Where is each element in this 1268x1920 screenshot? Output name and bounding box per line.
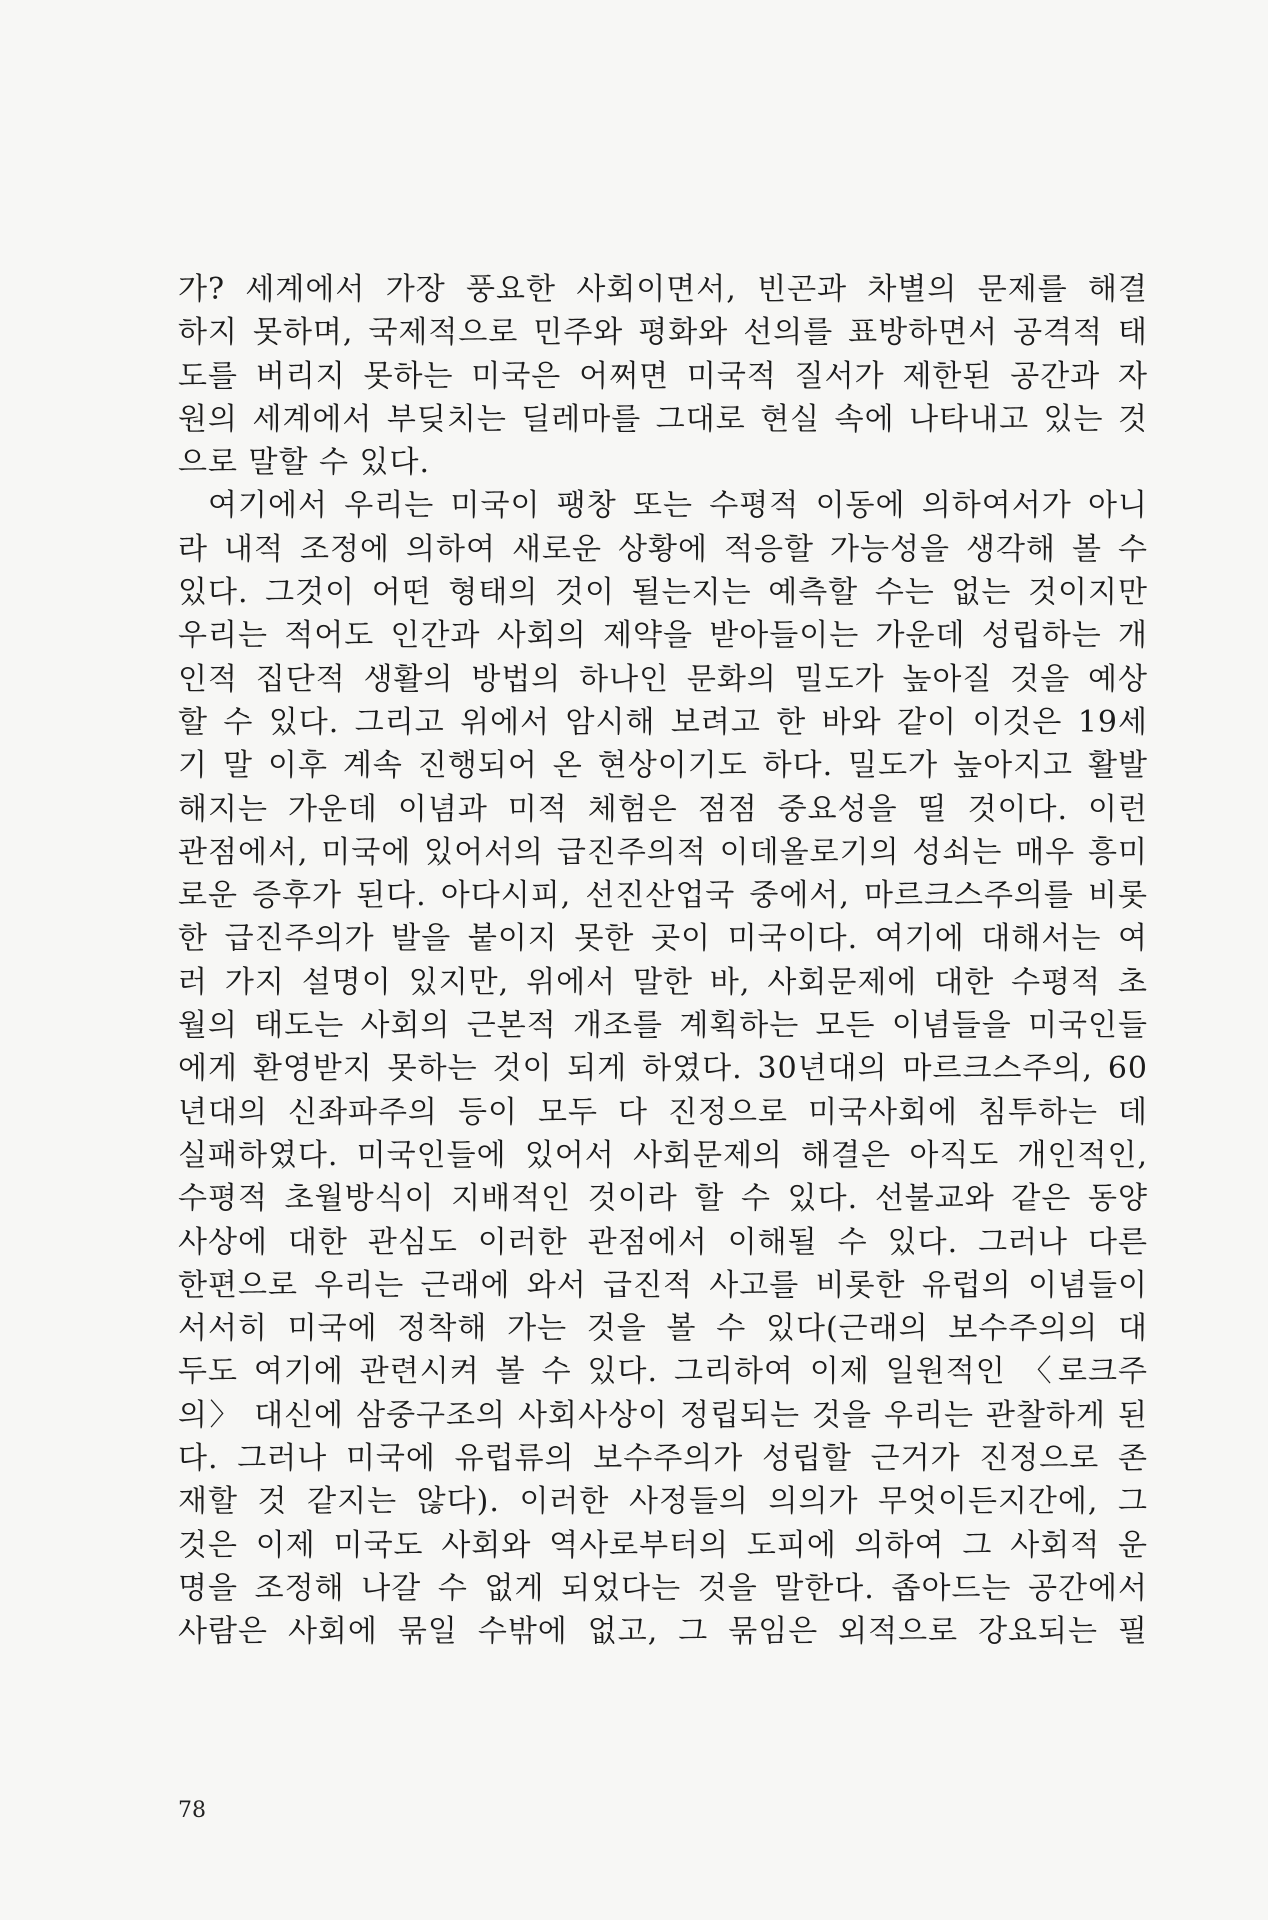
text-line: 있다. 그것이 어떤 형태의 것이 될는지는 예측할 수는 없는 것이지만 [178, 575, 1148, 611]
text-line: 관점에서, 미국에 있어서의 급진주의적 이데올로기의 성쇠는 매우 흥미 [178, 834, 1148, 870]
text-line: 수평적 초월방식이 지배적인 것이라 할 수 있다. 선불교와 같은 동양 [178, 1181, 1148, 1217]
text-line: 여기에서 우리는 미국이 팽창 또는 수평적 이동에 의하여서가 아니 [208, 488, 1148, 524]
text-line: 해지는 가운데 이념과 미적 체험은 점점 중요성을 띨 것이다. 이런 [178, 791, 1148, 827]
text-line: 가? 세계에서 가장 풍요한 사회이면서, 빈곤과 차별의 문제를 해결 [178, 272, 1148, 307]
text-line: 우리는 적어도 인간과 사회의 제약을 받아들이는 가운데 성립하는 개 [178, 618, 1148, 654]
text-line: 할 수 있다. 그리고 위에서 암시해 보려고 한 바와 같이 이것은 19세 [178, 704, 1148, 740]
text-line: 사상에 대한 관심도 이러한 관점에서 이해될 수 있다. 그러나 다른 [178, 1224, 1148, 1260]
text-line: 원의 세계에서 부딪치는 딜레마를 그대로 현실 속에 나타내고 있는 것 [178, 401, 1148, 437]
text-line: 명을 조정해 나갈 수 없게 되었다는 것을 말한다. 좁아드는 공간에서 [178, 1570, 1148, 1606]
text-line: 러 가지 설명이 있지만, 위에서 말한 바, 사회문제에 대한 수평적 초 [178, 964, 1148, 1000]
text-line: 의〉 대신에 삼중구조의 사회사상이 정립되는 것을 우리는 관찰하게 된 [178, 1397, 1148, 1433]
text-line: 재할 것 같지는 않다). 이러한 사정들의 의의가 무엇이든지간에, 그 [178, 1484, 1148, 1520]
page-number: 78 [178, 1798, 206, 1823]
text-line: 것은 이제 미국도 사회와 역사로부터의 도피에 의하여 그 사회적 운 [178, 1527, 1148, 1563]
text-line: 한편으로 우리는 근래에 와서 급진적 사고를 비롯한 유럽의 이념들이 [178, 1267, 1148, 1303]
text-line: 하지 못하며, 국제적으로 민주와 평화와 선의를 표방하면서 공격적 태 [178, 315, 1148, 351]
text-line: 한 급진주의가 발을 붙이지 못한 곳이 미국이다. 여기에 대해서는 여 [178, 921, 1148, 957]
text-line: 년대의 신좌파주의 등이 모두 다 진정으로 미국사회에 침투하는 데 [178, 1094, 1148, 1130]
text-line: 기 말 이후 계속 진행되어 온 현상이기도 하다. 밀도가 높아지고 활발 [178, 748, 1148, 784]
text-line: 인적 집단적 생활의 방법의 하나인 문화의 밀도가 높아질 것을 예상 [178, 661, 1148, 697]
text-line: 도를 버리지 못하는 미국은 어쩌면 미국적 질서가 제한된 공간과 자 [178, 358, 1148, 394]
text-line: 실패하였다. 미국인들에 있어서 사회문제의 해결은 아직도 개인적인, [178, 1137, 1148, 1173]
text-line: 에게 환영받지 못하는 것이 되게 하였다. 30년대의 마르크스주의, 60 [178, 1051, 1148, 1087]
text-line: 월의 태도는 사회의 근본적 개조를 계획하는 모든 이념들을 미국인들 [178, 1008, 1148, 1044]
text-line: 로운 증후가 된다. 아다시피, 선진산업국 중에서, 마르크스주의를 비롯 [178, 878, 1148, 914]
text-line: 다. 그러나 미국에 유럽류의 보수주의가 성립할 근거가 진정으로 존 [178, 1441, 1148, 1477]
body-text [178, 268, 1148, 1654]
text-line: 사람은 사회에 묶일 수밖에 없고, 그 묶임은 외적으로 강요되는 필 [178, 1614, 1148, 1650]
text-line: 으로 말할 수 있다. [178, 445, 431, 481]
text-line: 두도 여기에 관련시켜 볼 수 있다. 그리하여 이제 일원적인 〈로크주 [178, 1354, 1148, 1390]
text-line: 서서히 미국에 정착해 가는 것을 볼 수 있다(근래의 보수주의의 대 [178, 1311, 1148, 1347]
text-line: 라 내적 조정에 의하여 새로운 상황에 적응할 가능성을 생각해 볼 수 [178, 531, 1148, 567]
